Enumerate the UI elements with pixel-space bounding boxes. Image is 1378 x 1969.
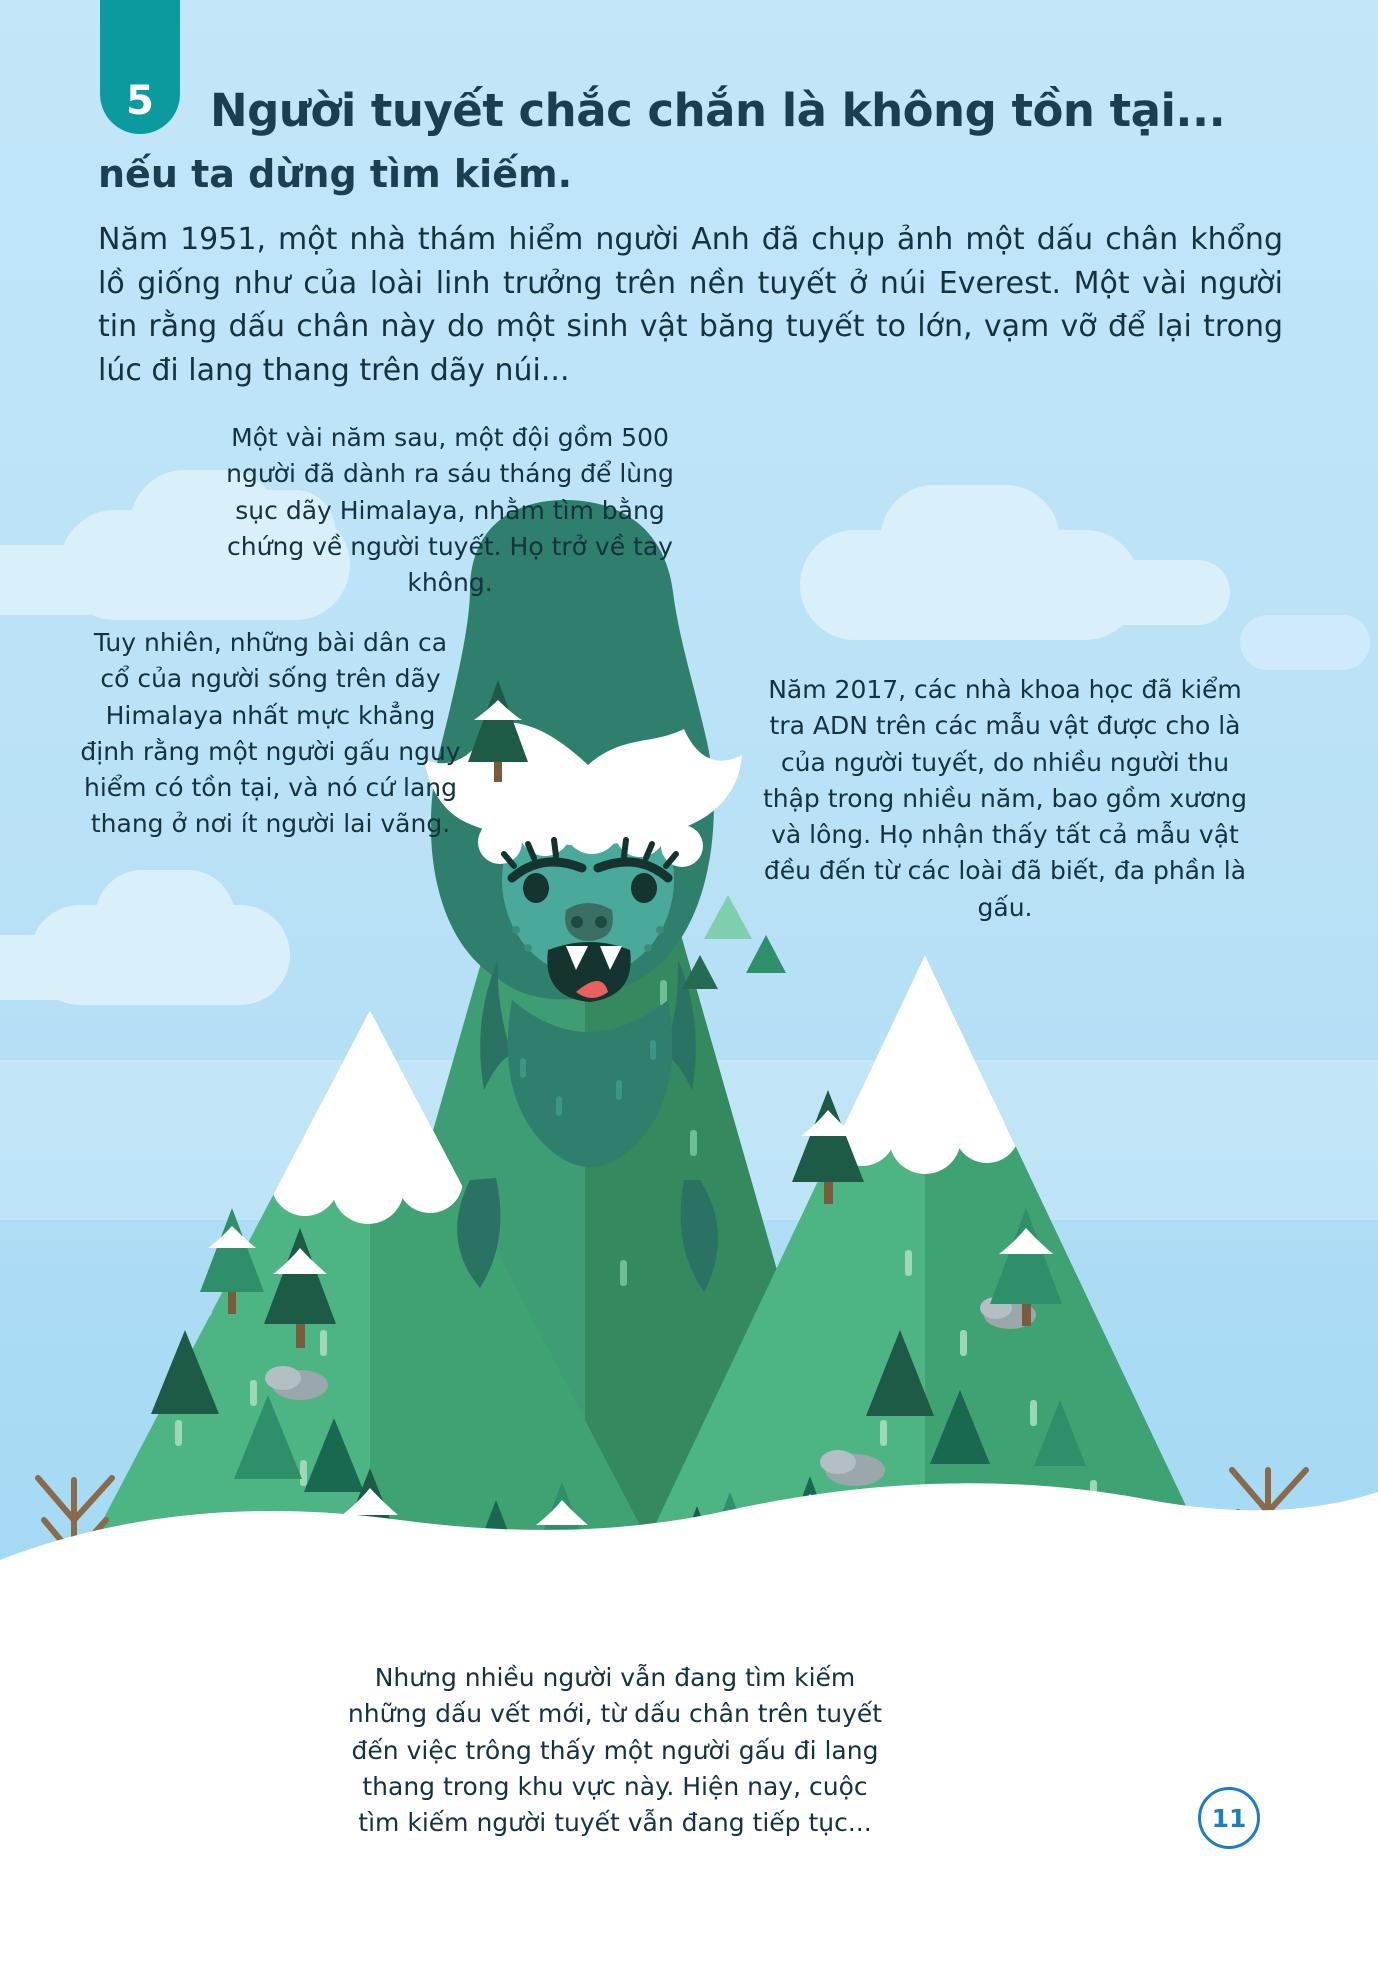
page-title-line1: Người tuyết chắc chắn là không tồn tại... — [210, 84, 1226, 137]
caption-bottom: Nhưng nhiều người vẫn đang tìm kiếm những dấu vết mới, từ dấu chân trên tuyết đến việc trông thấy một người gấu đi lang thang trong khu vực này. Hiện nay, cuộc tìm kiếm người tuyết vẫn đang tiếp tục... — [347, 1663, 883, 1837]
section-number: 5 — [126, 78, 154, 124]
caption-left: Tuy nhiên, những bài dân ca cổ của người sống trên dãy Himalaya nhất mực khẳng định rằng một người gấu nguy hiểm có tồn tại, và nó cứ lang thang ở nơi ít người lai vãng. — [80, 628, 461, 839]
caption-top-center: Một vài năm sau, một đội gồm 500 người đã dành ra sáu tháng để lùng sục dãy Himalaya, nhằm tìm bằng chứng về người tuyết. Họ trở về tay không. — [226, 423, 674, 597]
page-title-line2: nếu ta dừng tìm kiếm. — [98, 152, 572, 196]
section-number-badge — [100, 0, 180, 134]
caption-right: Năm 2017, các nhà khoa học đã kiểm tra ADN trên các mẫu vật được cho là của người tuyết, do nhiều người thu thập trong nhiều năm, bao gồm xương và lông. Họ nhận thấy tất cả mẫu vật đều đến từ các loài đã biết, đa phần là gấu. — [762, 675, 1248, 922]
intro-paragraph: Năm 1951, một nhà thám hiểm người Anh đã chụp ảnh một dấu chân khổng lồ giống như của loài linh trưởng trên nền tuyết ở núi Everest. Một vài người tin rằng dấu chân này do một sinh vật băng tuyết to lớn, vạm vỡ để lại trong lúc đi lang thang trên dãy núi... — [98, 222, 1283, 388]
page-number: 11 — [1198, 1787, 1260, 1849]
